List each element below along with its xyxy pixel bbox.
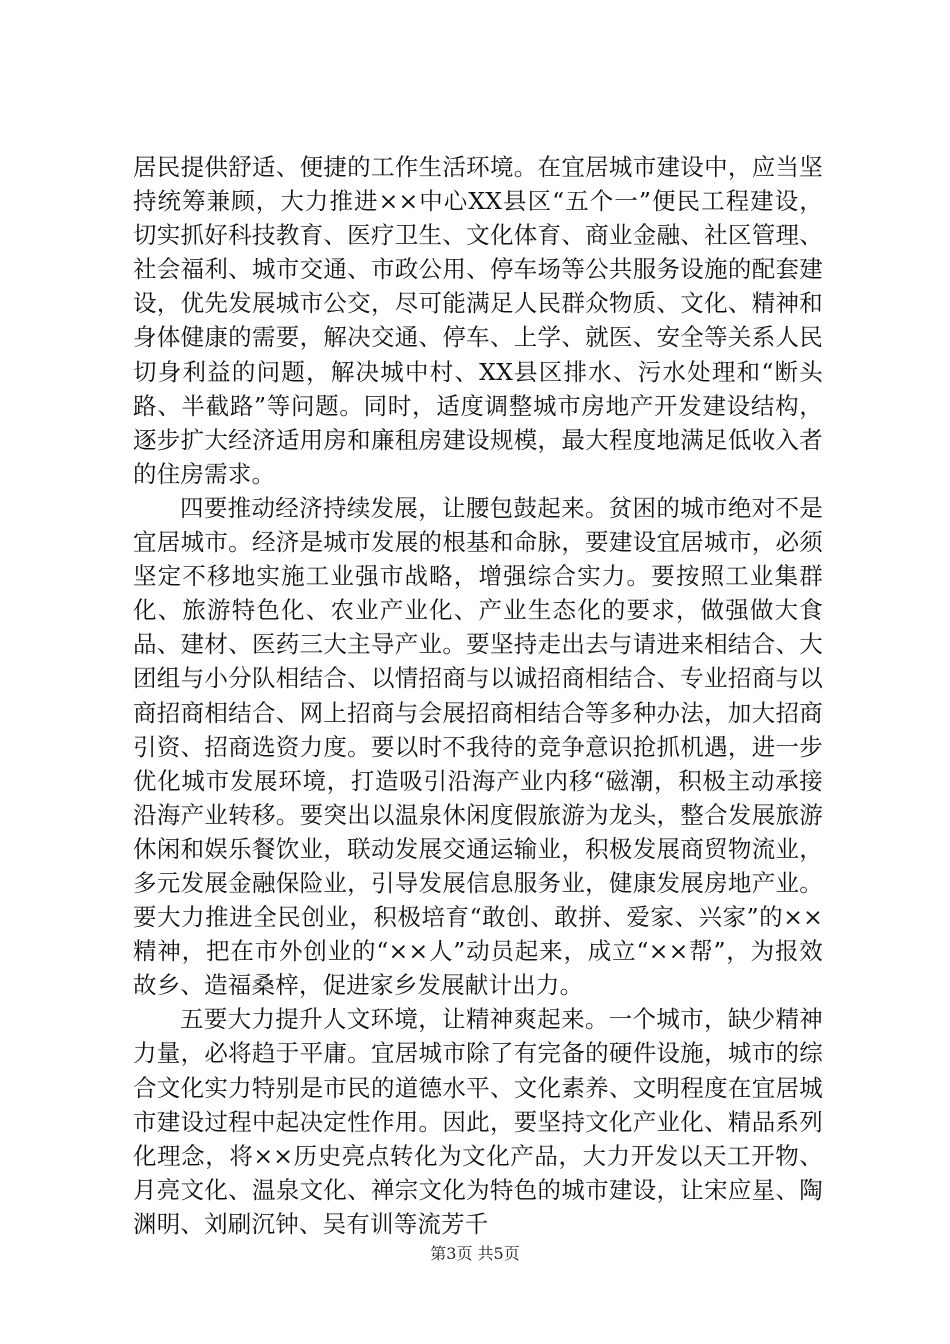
page-footer: 第3页 共5页: [430, 1244, 520, 1263]
body-text: [133, 150, 823, 1241]
paragraph-economy: 四要推动经济持续发展，让腰包鼓起来。贫困的城市绝对不是宜居城市。经济是城市发展的根基和命脉，要建设宜居城市，必须坚定不移地实施工业强市战略，增强综合实力。要按照工业集群化、旅游特色化、农业产业化、产业生态化的要求，做强做大食品、建材、医药三大主导产业。要坚持走出去与请进来相结合、大团组与小分队相结合、以情招商与以诚招商相结合、专业招商与以商招商相结合、网上招商与会展招商相结合等多种办法，加大招商引资、招商选资力度。要以时不我待的竞争意识抢抓机遇，进一步优化城市发展环境，打造吸引沿海产业内移“磁潮，积极主动承接沿海产业转移。要突出以温泉休闲度假旅游为龙头，整合发展旅游休闲和娱乐餐饮业，联动发展交通运输业，积极发展商贸物流业，多元发展金融保险业，引导发展信息服务业，健康发展房地产业。要大力推进全民创业，积极培育“敢创、敢拼、爱家、兴家”的××精神，把在市外创业的“××人”动员起来，成立“××帮”，为报效故乡、造福桑梓，促进家乡发展献计出力。: [133, 493, 823, 1000]
paragraph-continuation: 居民提供舒适、便捷的工作生活环境。在宜居城市建设中，应当坚持统筹兼顾，大力推进××中心XX县区“五个一”便民工程建设，切实抓好科技教育、医疗卫生、文化体育、商业金融、社区管理、社会福利、城市交通、市政公用、停车场等公共服务设施的配套建设，优先发展城市公交，尽可能满足人民群众物质、文化、精神和身体健康的需要，解决交通、停车、上学、就医、安全等关系人民切身利益的问题，解决城中村、XX县区排水、污水处理和“断头路、半截路”等问题。同时，适度调整城市房地产开发建设结构，逐步扩大经济适用房和廉租房建设规模，最大程度地满足低收入者的住房需求。: [133, 153, 823, 488]
paragraph-culture: 五要大力提升人文环境，让精神爽起来。一个城市，缺少精神力量，必将趋于平庸。宜居城市除了有完备的硬件设施，城市的综合文化实力特别是市民的道德水平、文化素养、文明程度在宜居城市建设过程中起决定性作用。因此，要坚持文化产业化、精品系列化理念，将××历史亮点转化为文化产品，大力开发以天工开物、月亮文化、温泉文化、禅宗文化为特色的城市建设，让宋应星、陶渊明、刘刷沉钟、吴有训等流芳千: [133, 1005, 823, 1238]
